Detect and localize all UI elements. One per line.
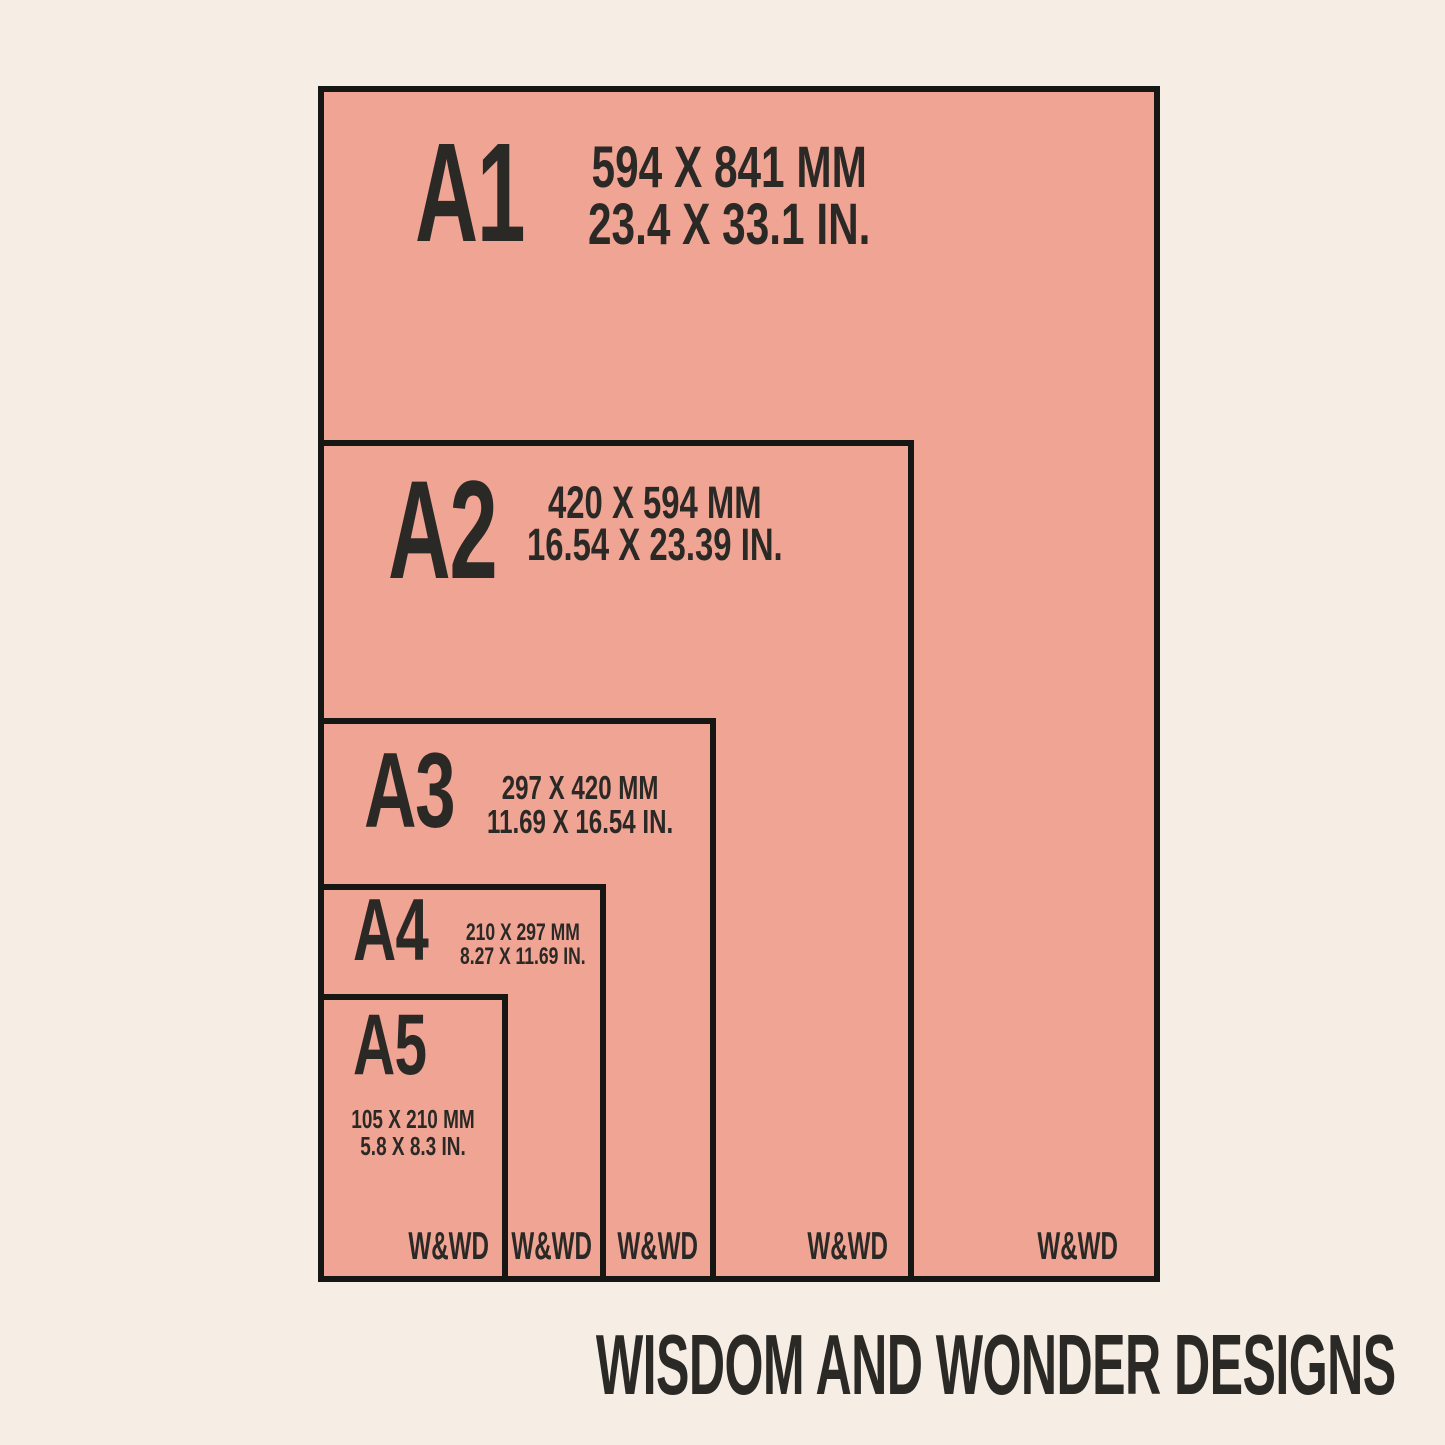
size-dimensions-a5 bbox=[348, 1106, 478, 1159]
watermark-label: W&WD bbox=[617, 1225, 698, 1268]
poster-title bbox=[318, 1318, 1396, 1413]
size-dimensions-a4 bbox=[460, 921, 586, 970]
size-dimensions-mm: 210 X 297 MM bbox=[465, 919, 580, 946]
size-label-a3: A3 bbox=[364, 730, 455, 850]
size-dimensions-a1 bbox=[588, 135, 871, 257]
size-label-a4: A4 bbox=[353, 880, 429, 979]
size-dimensions-inches: 8.27 X 11.69 IN. bbox=[460, 943, 586, 971]
size-dimensions-inches: 23.4 X 33.1 IN. bbox=[588, 191, 871, 257]
paper-box-a5 bbox=[318, 994, 508, 1282]
size-dimensions-inches: 16.54 X 23.39 IN. bbox=[527, 518, 783, 570]
size-label-a2: A2 bbox=[388, 451, 497, 608]
size-dimensions-mm: 297 X 420 MM bbox=[501, 769, 659, 806]
watermark-label: W&WD bbox=[1037, 1225, 1118, 1268]
poster-title-text: WISDOM AND WONDER DESIGNS bbox=[595, 1318, 1396, 1413]
watermark-label: W&WD bbox=[511, 1225, 592, 1268]
watermark-label: W&WD bbox=[408, 1225, 489, 1268]
size-dimensions-mm: 594 X 841 MM bbox=[591, 135, 867, 200]
size-dimensions-a2 bbox=[527, 477, 783, 570]
size-dimensions-mm: 105 X 210 MM bbox=[351, 1104, 475, 1134]
watermark-label: W&WD bbox=[807, 1225, 888, 1268]
size-label-a1: A1 bbox=[415, 113, 525, 271]
size-dimensions-a3 bbox=[487, 771, 673, 838]
size-dimensions-mm: 420 X 594 MM bbox=[548, 477, 762, 528]
size-label-a5: A5 bbox=[353, 997, 427, 1093]
size-dimensions-inches: 11.69 X 16.54 IN. bbox=[487, 802, 674, 840]
size-dimensions-inches: 5.8 X 8.3 IN. bbox=[360, 1130, 466, 1161]
